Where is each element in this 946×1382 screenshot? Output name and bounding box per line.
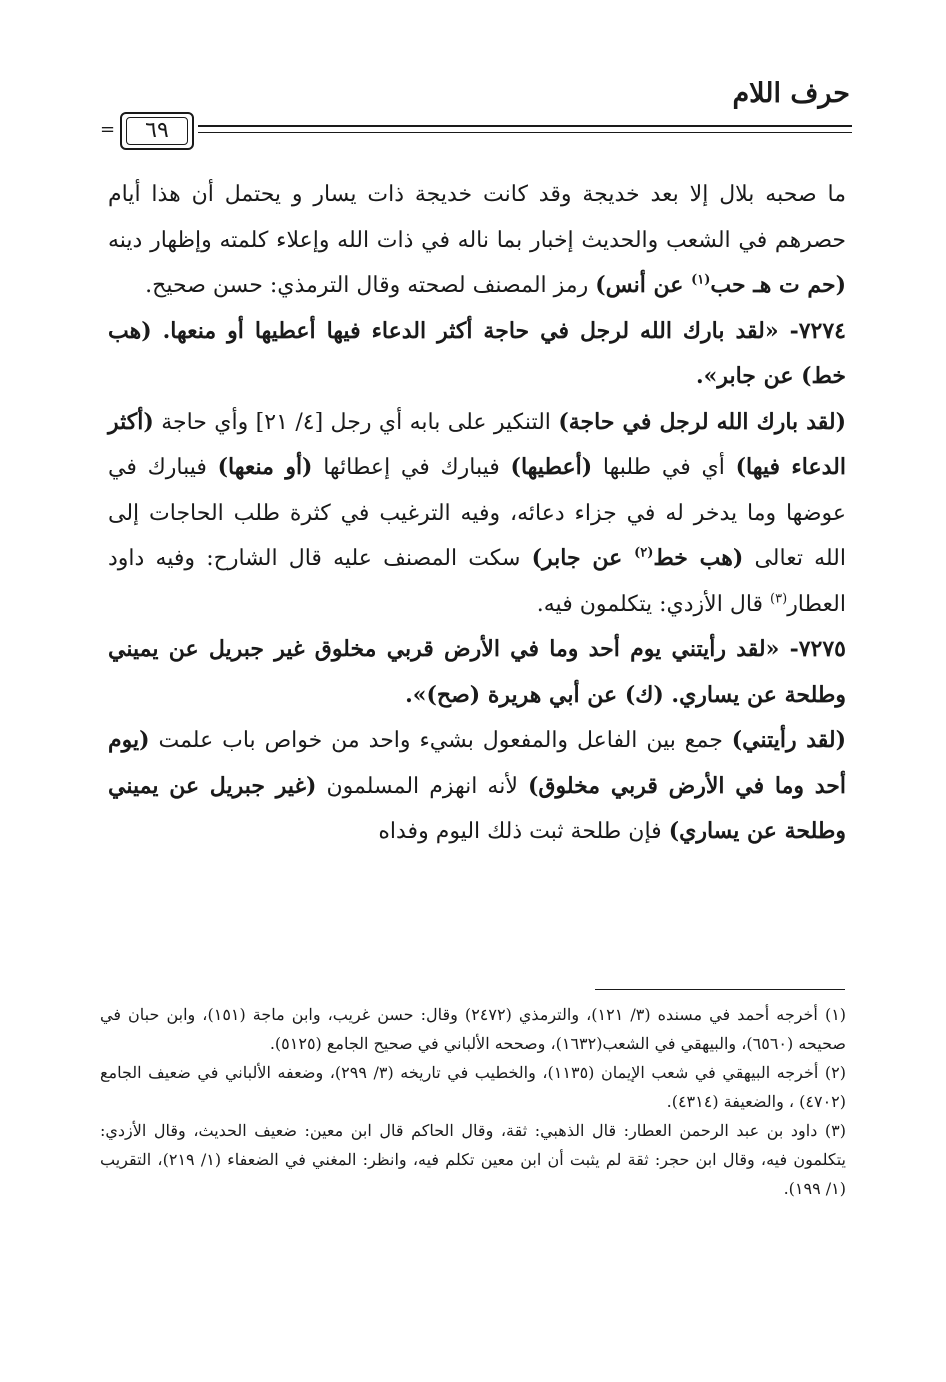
hadith-heading-7274: ٧٢٧٤- «لقد بارك الله لرجل في حاجة أكثر الدعاء فيها أعطيها أو منعها. (هب خط) عن جابر». (108, 317, 846, 389)
header-mark: = (100, 119, 116, 140)
footnotes (100, 1000, 846, 1203)
quoted-phrase: (أكثر الدعاء فيها) (108, 408, 846, 480)
main-text (108, 172, 846, 855)
footnote-1: (١) أخرجه أحمد في مسنده (٣/ ١٢١)، والترمذي (٢٤٧٢) وقال: حسن غريب، وابن ماجة (١٥١)، وابن حبان في صحيحه (٦٥٦٠)، والبيهقي في الشعب(١٦٣٢)، وصححه الألباني في صحيح الجامع (٥١٢٥). (100, 1005, 847, 1053)
text-run: عن أنس) (595, 272, 684, 298)
text-run: عن جابر) (531, 545, 623, 571)
header-rule (100, 112, 852, 152)
quoted-phrase: (لقد رأيتني) (731, 727, 846, 753)
footnote-2: (٢) أخرجه البيهقي في شعب الإيمان (١١٣٥)، والخطيب في تاريخه (٣/ ٢٩٩)، وضعفه الألباني في ضعيف الجامع (٤٧٠٢) ، والضعيفة (٤٣١٤). (100, 1063, 846, 1111)
text-run: فيبارك في إعطائها (323, 455, 500, 480)
quoted-phrase: (يوم أحد وما في الأرض قربي مخلوق) (108, 727, 846, 799)
footnote-3: (٣) داود بن عبد الرحمن العطار: قال الذهبي: ثقة، وقال الحاكم قال ابن معين: ضعيف الحديث، وقال الأزدي: يتكلمون فيه، وقال ابن حجر: ثقة لم يثبت أن ابن معين تكلم فيه، وانظر: المغني في الضعفاء (١/ ٢١٩)، التقريب (١/ ١٩٩). (100, 1121, 846, 1198)
footnote-marker[interactable]: (١) (691, 272, 711, 288)
text-run: رمز المصنف لصحته وقال الترمذي: حسن صحيح. (145, 273, 589, 298)
footnote-separator (595, 989, 845, 990)
paragraph (108, 400, 846, 628)
source-ref (532, 545, 744, 571)
footnote-marker[interactable]: (٣) (770, 591, 788, 607)
text-run: (هب خط (653, 545, 744, 571)
quoted-phrase: (لقد بارك الله لرجل في حاجة) (558, 408, 847, 435)
source-ref (595, 272, 846, 298)
text-run: التنكير على بابه أي رجل [٤/ ٢١] وأي حاجة (161, 409, 551, 435)
text-run: لأنه انهزم المسلمون (326, 773, 518, 799)
text-run: أي في طلبها (602, 455, 725, 480)
text-run: (حم ت هـ حب (710, 272, 846, 298)
hadith-heading-7275: ٧٢٧٥- «لقد رأيتني يوم أحد وما في الأرض قربي مخلوق غير جبريل عن يميني وطلحة عن يساري. (ك) عن أبي هريرة (صح)». (108, 636, 846, 708)
text-run: جمع بين الفاعل والمفعول بشيء واحد من خواص باب علمت (158, 728, 723, 753)
text-run: ما صحبه بلال إلا بعد خديجة وقد كانت خديجة ذات يسار و يحتمل أن هذا أيام حصرهم في الشعب والحديث إخبار بما ناله في ذات الله وإعلاء كلمته وإظهار دينه (108, 182, 846, 253)
paragraph (108, 172, 846, 309)
header-line-thick (198, 125, 852, 127)
footnote-marker[interactable]: (٢) (634, 545, 654, 561)
text-run: فإن طلحة ثبت ذلك اليوم وفداه (378, 819, 662, 844)
header-line-thin (198, 132, 852, 133)
paragraph (108, 718, 846, 855)
chapter-title: حرف اللام (732, 78, 850, 109)
text-run: سكت المصنف عليه قال الشارح: وفيه داود العطار (108, 546, 846, 617)
quoted-phrase: (أو منعها) (217, 454, 313, 480)
quoted-phrase: (غير جبريل عن يميني وطلحة عن يساري) (108, 772, 846, 844)
text-run: فيبارك في عوضها وما يدخر له في جزاء دعائه، وفيه الترغيب في كثرة طلب الحاجات إلى الله تعالى (108, 455, 846, 571)
page-number-frame (120, 112, 194, 150)
page-number: ٦٩ (126, 117, 188, 145)
quoted-phrase: (أعطيها) (510, 454, 593, 480)
text-run: قال الأزدي: يتكلمون فيه. (536, 591, 764, 617)
